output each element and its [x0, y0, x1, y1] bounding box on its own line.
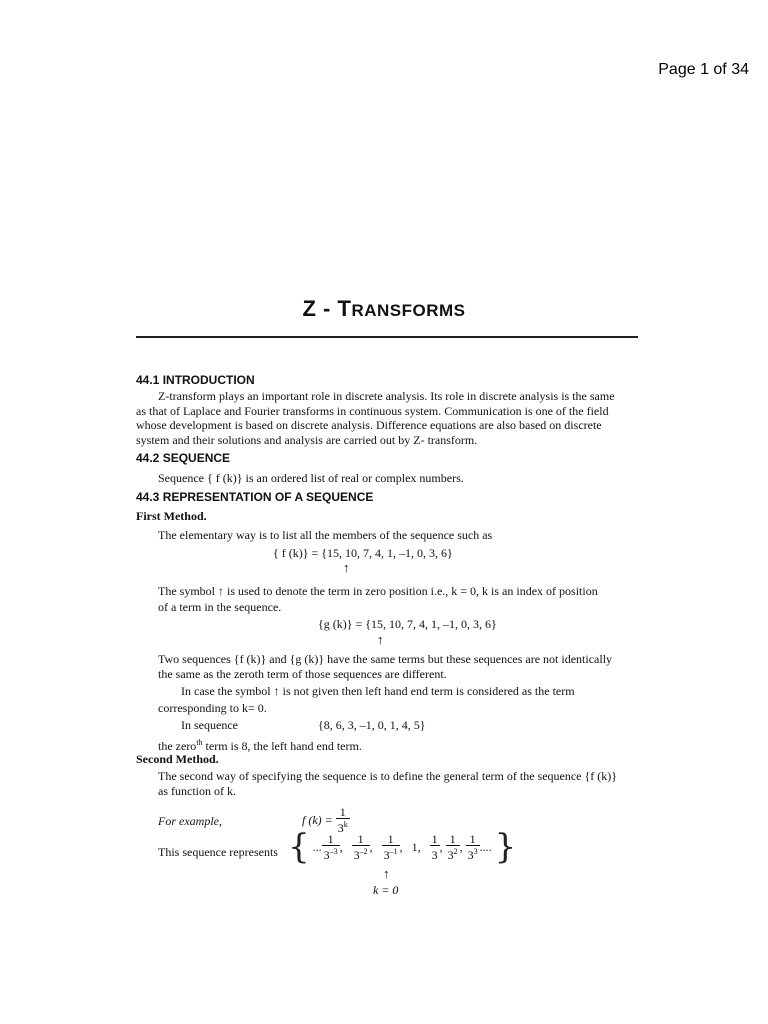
sequence-expansion: { ... $\frac{1}{3^{-3}}$ , $\frac{1}{3^{-2}}$ , $\frac{1}{3^{-1}}$ , 1, $\frac{1}{3}$ , $\frac{1}{3^2}$ , $\frac{1}{3^3}$ .... }	[288, 827, 517, 867]
k-zero-label: k = 0	[373, 883, 399, 897]
intro-paragraph	[136, 389, 638, 447]
zero-position-arrow: ↑	[377, 632, 384, 647]
zero-position-arrow: ↑	[343, 560, 350, 575]
zeroth-sup: th	[196, 738, 203, 747]
zeroth-term-line	[158, 736, 362, 754]
second-method-line: The second way of specifying the sequence is to define the general term of the sequence {f (k)}	[158, 769, 618, 783]
fk-lhs: f (k) =	[302, 812, 333, 827]
intro-heading: 44.1 INTRODUCTION	[136, 373, 255, 387]
sequence-term: $\frac{1}{3^2}$	[447, 832, 458, 862]
case-line: In case the symbol ↑ is not given then left hand end term is considered as the term	[181, 684, 575, 698]
second-method-line: as function of k.	[158, 784, 236, 798]
fk-numerator: 1	[336, 806, 350, 819]
intro-line: as that of Laplace and Fourier transforms in continuous system. Communication is one of the field	[136, 403, 609, 418]
intro-line: whose development is based on discrete analysis. Difference equations are also based on discrete	[136, 418, 602, 432]
zero-position-arrow: ↑	[383, 866, 390, 881]
two-sequences-line: the same as the zeroth term of those sequences are different.	[158, 667, 447, 681]
first-method-text: The elementary way is to list all the members of the sequence such as	[158, 528, 493, 542]
sequence-definition: Sequence { f (k)} is an ordered list of real or complex numbers.	[158, 471, 464, 485]
left-brace: {	[288, 827, 310, 867]
sequence-term: $\frac{1}{3}$	[431, 832, 438, 862]
fk-denominator: 3$^k$	[337, 820, 348, 835]
symbol-explanation-line: of a term in the sequence.	[158, 600, 282, 614]
sequence-term: $\frac{1}{3^{-2}}$	[353, 832, 368, 862]
zeroth-rest: term is 8, the left hand end term.	[202, 739, 362, 753]
intro-line: system and their solutions and analysis are carried out by Z- transform.	[136, 432, 478, 447]
title-rule	[136, 336, 638, 338]
two-sequences-line: Two sequences {f (k)} and {g (k)} have the same terms but these sequences are not identically	[158, 652, 613, 666]
sequence-heading: 44.2 SEQUENCE	[136, 451, 231, 465]
sequence-term-one: 1,	[411, 839, 421, 854]
title-rest: RANSFORMS	[351, 301, 466, 320]
representation-heading: 44.3 REPRESENTATION OF A SEQUENCE	[136, 490, 374, 504]
page-number: Page 1 of 34	[658, 61, 749, 78]
right-brace: }	[494, 827, 517, 867]
in-sequence-label: In sequence	[181, 718, 238, 732]
equation-example-sequence: {8, 6, 3, –1, 0, 1, 4, 5}	[318, 718, 426, 732]
intro-line: Z-transform plays an important role in discrete analysis. Its role in discrete analysis is the same	[158, 389, 615, 403]
equation-g-sequence: {g (k)} = {15, 10, 7, 4, 1, –1, 0, 3, 6}	[318, 617, 497, 631]
first-method-heading: First Method.	[136, 509, 207, 523]
sequence-term: $\frac{1}{3^3}$	[467, 832, 478, 862]
symbol-explanation-line: The symbol ↑ is used to denote the term in zero position i.e., k = 0, k is an index of position	[158, 584, 598, 598]
page-title	[0, 296, 768, 322]
represents-label: This sequence represents	[158, 845, 278, 859]
second-method-heading: Second Method.	[136, 752, 219, 766]
sequence-term: $\frac{1}{3^{-3}}$	[323, 832, 338, 862]
sequence-term: $\frac{1}{3^{-1}}$	[383, 832, 398, 862]
case-line: corresponding to k= 0.	[158, 701, 267, 715]
zeroth-text: the zero	[158, 739, 197, 753]
for-example-label: For example,	[158, 814, 222, 828]
equation-f-sequence: { f (k)} = {15, 10, 7, 4, 1, –1, 0, 3, 6}	[273, 546, 453, 560]
title-prefix: Z - T	[302, 296, 352, 321]
